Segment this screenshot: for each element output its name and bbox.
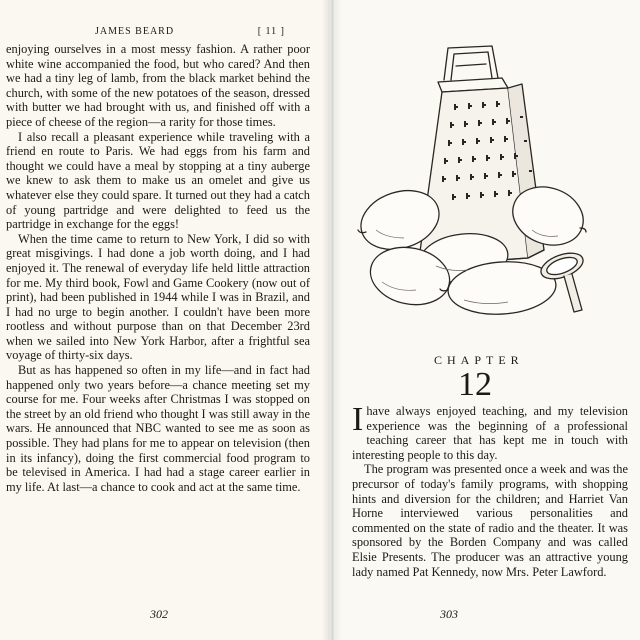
running-head xyxy=(95,26,305,40)
page-number-left: 302 xyxy=(150,607,168,621)
paragraph-1-text: have always enjoyed teaching, and my television experience was the beginning of a professional teaching career that has kept me in touch with interesting people to this day. xyxy=(352,404,628,462)
chapter-label: CHAPTER xyxy=(434,353,524,367)
paragraph-2: The program was presented once a week and was the precursor of today's family programs, with shopping hints and diversion for the children; and Harriet Van Horne interviewed various personalities and commented on the state of radio and the theater. It was sponsored by the Borden Company and was called Elsie Presents. The producer was an attractive young lady named Pat Kennedy, now Mrs. Peter Lawford. xyxy=(352,462,628,579)
drop-cap: I xyxy=(352,401,364,438)
box-grater-with-lemons-and-measuring-spoon-illustration xyxy=(352,20,590,318)
running-head-author: JAMES BEARD xyxy=(95,26,175,37)
paragraph-4: But as has happened so often in my life—and in fact had happened only two years before—a chance meeting set my course for me. Four weeks after Christmas I was stopped on the street by an old friend who thought I was still away in the wars. He announced that NBC wanted to see me as soon as possible. They had plans for me to appear on television (then in its infancy), doing the first commercial food program to be televised in America. I had had a stage career earlier in my life. At last—a chance to cook and act at the same time. xyxy=(6,363,310,494)
paragraph-3: When the time came to return to New York, I did so with great misgivings. I had done a job worth doing, and I had enjoyed it. The renewal of everyday life held little attraction for me. My third book, Fowl and Game Cookery (now out of print), had been published in 1944 while I was in Brazil, and I had no urge to begin another. I couldn't have been more rootless and without purpose than on that December 23rd when we sailed into New York Harbor, after a frightful sea voyage of thirty-six days. xyxy=(6,231,310,363)
running-head-folio: [ 11 ] xyxy=(257,26,285,37)
paragraph-1: enjoying ourselves in a most messy fashion. A rather poor white wine accompanied the food, but who cared? And then we had a tiny leg of lamb, from the black market behind the church, with some of the new potatoes of the season, dressed with butter we had brought with us, and finished off with a piece of cheese of the region—a rarity for those times. xyxy=(6,42,310,129)
paragraph-1 xyxy=(352,401,628,462)
right-page xyxy=(332,0,640,640)
paragraph-2: I also recall a pleasant experience while traveling with a friend en route to Paris. We had eggs from his farm and thought we could have a meal by stopping at a tiny auberge we knew to ask them to make us an omelet and give us whatever else they could spare. It turned out they had a catch of young partridge and were delighted to feed us the partridge in exchange for the eggs! xyxy=(6,129,310,232)
chapter-number: 12 xyxy=(458,366,492,403)
book-gutter-shadow xyxy=(322,0,342,640)
page-number-right: 303 xyxy=(440,607,458,621)
left-page-body xyxy=(6,42,310,494)
right-page-body xyxy=(352,401,628,579)
